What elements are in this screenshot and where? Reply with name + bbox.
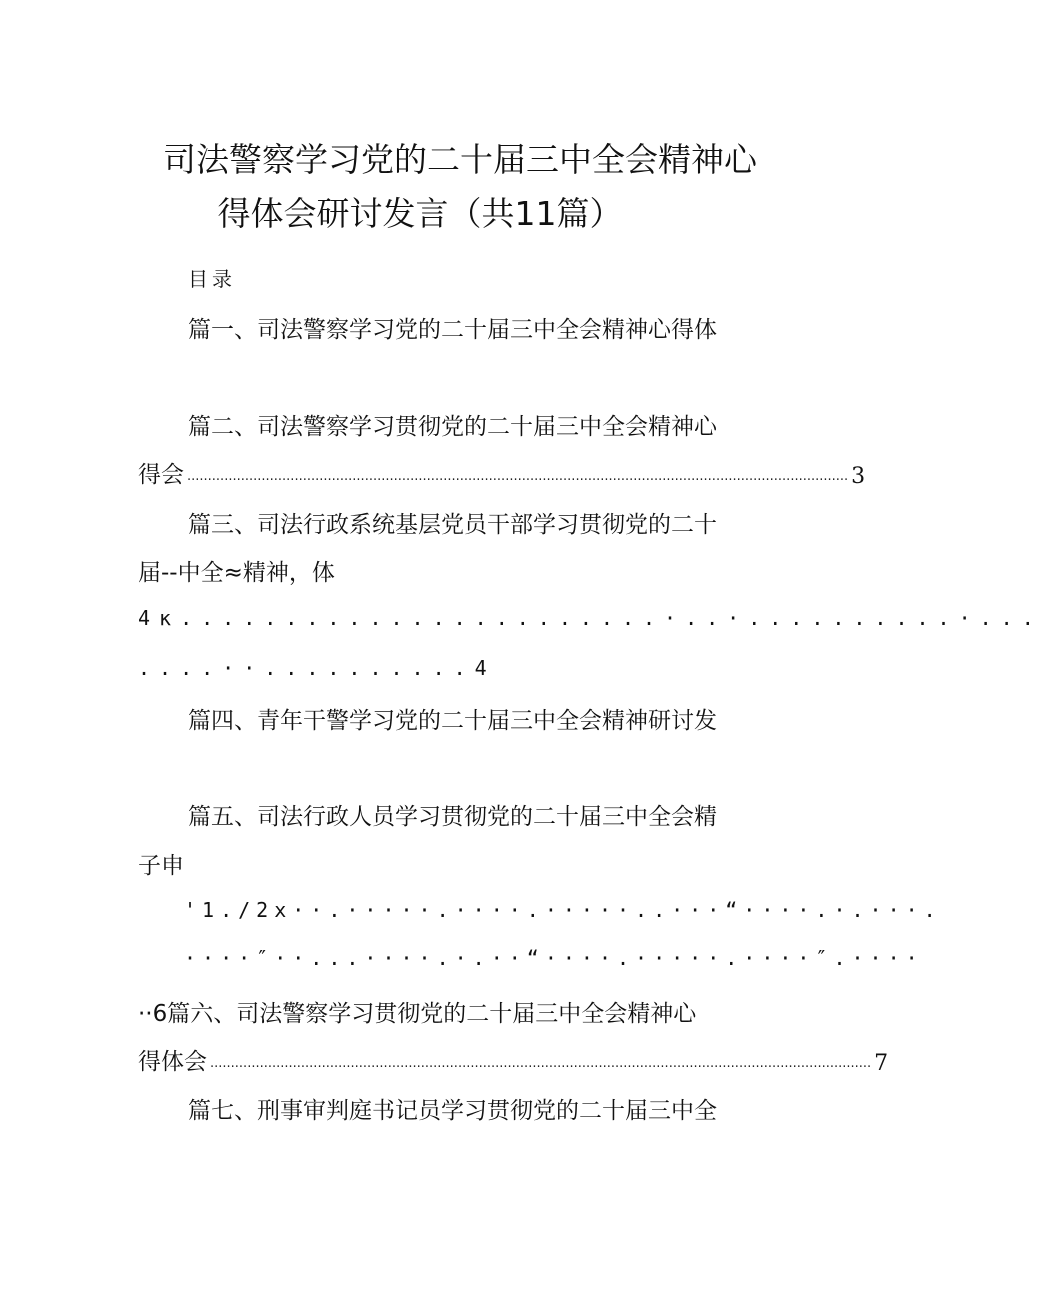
toc-entry-5-line-4: ····″··...····.·.··“····.·····.····″.···· <box>184 946 924 970</box>
toc-entry-5-line-2: 子申 <box>138 853 184 879</box>
document-title-line-2: 得体会研讨发言（共11篇） <box>217 194 623 233</box>
dot-leader: ................................................................................................................................................................ <box>210 1056 872 1071</box>
toc-entry-3-line-4: ....··..........4 <box>138 656 496 680</box>
toc-entry-3-line-3: 4κ.......................·..·..........·... <box>138 606 1043 630</box>
toc-entry-6-line-2 <box>138 1043 889 1076</box>
toc-entry-4: 篇四、青年干警学习党的二十届三中全会精神研讨发 <box>188 708 717 734</box>
toc-entry-1: 篇一、司法警察学习党的二十届三中全会精神心得体 <box>188 317 717 343</box>
toc-heading: 目录 <box>188 267 236 291</box>
toc-entry-2-line-2 <box>138 456 866 489</box>
toc-entry-6-text: 得体会 <box>138 1049 207 1075</box>
dot-leader: ................................................................................................................................................................ <box>187 469 849 484</box>
toc-entry-6-page: 7 <box>874 1051 889 1076</box>
toc-entry-2-page: 3 <box>851 464 866 489</box>
toc-entry-5-line-3: '1./2x··.·····.····.·····..···“····.·.···. <box>184 898 942 922</box>
toc-entry-2-text: 得会 <box>138 462 184 488</box>
document-title-line-1: 司法警察学习党的二十届三中全会精神心 <box>163 140 757 179</box>
toc-entry-2-line-1: 篇二、司法警察学习贯彻党的二十届三中全会精神心 <box>188 414 717 440</box>
toc-entry-3-line-2: 届--中全≈精神，体 <box>138 560 335 586</box>
toc-entry-7: 篇七、刑事审判庭书记员学习贯彻党的二十届三中全 <box>188 1098 717 1124</box>
toc-entry-3-line-1: 篇三、司法行政系统基层党员干部学习贯彻党的二十 <box>188 512 717 538</box>
toc-entry-6-line-1: ··6篇六、司法警察学习贯彻党的二十届三中全会精神心 <box>138 1001 697 1027</box>
toc-entry-5-line-1: 篇五、司法行政人员学习贯彻党的二十届三中全会精 <box>188 804 717 830</box>
